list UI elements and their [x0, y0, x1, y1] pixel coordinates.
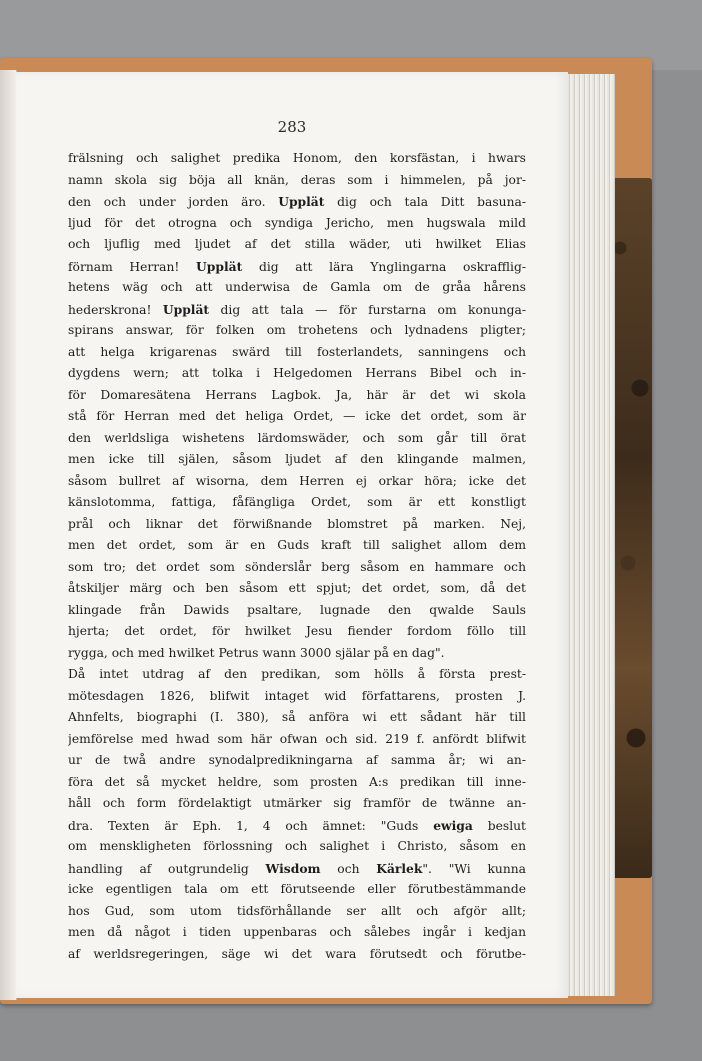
line-segment: men icke till själen, såsom ljudet af den klingande malmen,: [68, 452, 526, 466]
line-segment: håll och form fördelaktigt utmärker sig framför de twänne an-: [68, 796, 526, 810]
line-segment: Ahnfelts, biographi (I. 380), så anföra wi ett sådant här till: [68, 710, 526, 724]
line-segment: känslotomma, fattiga, fåfängliga Ordet, som är ett konstligt: [68, 495, 526, 509]
page-stack-edge: [566, 74, 615, 996]
emphasis-text: Upplät: [196, 258, 243, 274]
emphasis-text: ewiga: [433, 817, 473, 833]
line-segment: dygdens wern; att tolka i Helgedomen Herrans Bibel och in-: [68, 366, 526, 380]
page-number: 283: [277, 118, 307, 136]
line-segment: ". "Wi kunna: [422, 861, 526, 876]
text-line: [68, 385, 526, 407]
line-segment: hederskrona!: [68, 302, 163, 317]
text-line: [68, 836, 526, 858]
text-line: [68, 428, 526, 450]
text-line: [68, 191, 526, 213]
emphasis-text: Upplät: [278, 194, 325, 209]
text-line: [68, 578, 526, 600]
line-segment: den och under jorden äro.: [68, 195, 279, 209]
text-line: [68, 535, 526, 557]
text-line: [68, 944, 526, 966]
text-line: [68, 729, 526, 751]
text-line: [68, 363, 526, 385]
marbled-cover-edge: [612, 178, 652, 878]
line-segment: såsom bullret af wisorna, dem Herren ej orkar höra; icke det: [68, 473, 526, 488]
text-line: [68, 901, 526, 923]
line-segment: jemförelse med hwad som här ofwan och sid. 219 f. anfördt blifwit: [68, 731, 526, 746]
text-line: [68, 277, 526, 299]
text-line: [68, 815, 526, 837]
line-segment: handling af outgrundelig: [68, 861, 266, 876]
text-line: [68, 170, 526, 192]
line-segment: om menskligheten förlossning och salighet i Christo, såsom en: [68, 839, 526, 853]
text-line: [68, 234, 526, 256]
text-line: [68, 858, 526, 880]
book-page: [16, 72, 568, 998]
line-segment: men det ordet, som är en Guds kraft till salighet allom dem: [68, 538, 526, 552]
text-line: [68, 922, 526, 944]
line-segment: att helga krigarenas swärd till fosterlandets, sanningens och: [68, 344, 526, 359]
line-segment: klingade från Dawids psaltare, lugnade den qwalde Sauls: [68, 602, 526, 617]
line-segment: spirans answar, för folken om trohetens och lydnadens pligter;: [68, 323, 526, 337]
text-line: [68, 148, 526, 170]
text-line: [68, 213, 526, 235]
text-line: [68, 879, 526, 901]
text-line: [68, 492, 526, 514]
line-segment: den werldsliga wishetens lärdomswäder, och som går till örat: [68, 430, 526, 445]
text-line: [68, 643, 526, 665]
line-segment: icke egentligen tala om ett förutseende eller förutbestämmande: [68, 882, 526, 896]
line-segment: beslut: [472, 818, 526, 833]
line-segment: hos Gud, som utom tidsförhållande ser allt och afgör allt;: [68, 903, 526, 918]
text-line: [68, 299, 526, 321]
line-segment: och: [320, 861, 377, 876]
text-line: [68, 471, 526, 493]
line-segment: mötesdagen 1826, blifwit intaget wid författarens, prosten J.: [68, 688, 526, 703]
line-segment: för Domaresätena Herrans Lagbok. Ja, här är det wi skola: [68, 387, 526, 402]
text-line: [68, 772, 526, 794]
line-segment: dig och tala Ditt basuna-: [324, 195, 526, 209]
text-line: [68, 707, 526, 729]
line-segment: stå för Herran med det heliga Ordet, — icke det ordet, som är: [68, 409, 526, 423]
line-segment: som tro; det ordet som sönderslår berg såsom en hammare och: [68, 559, 526, 574]
line-segment: hetens wäg och att underwisa de Gamla om de gråa hårens: [68, 280, 526, 294]
text-line: [68, 664, 526, 686]
line-segment: förnam Herran!: [68, 259, 197, 274]
line-segment: föra det så mycket heldre, som prosten A:s predikan till inne-: [68, 774, 526, 789]
text-line: [68, 686, 526, 708]
text-line: [68, 342, 526, 364]
line-segment: dig att tala — för furstarna om konunga-: [209, 302, 526, 317]
line-segment: Då intet utdrag af den predikan, som hölls å första prest-: [68, 667, 526, 681]
text-line: [68, 320, 526, 342]
line-segment: prål och liknar det förwißnande blomstret på marken. Nej,: [68, 516, 526, 531]
emphasis-text: Upplät: [162, 301, 210, 317]
page-text: [68, 148, 526, 965]
text-line: [68, 557, 526, 579]
line-segment: namn skola sig böja all knän, deras som i himmelen, på jor-: [68, 172, 526, 187]
emphasis-text: Kärlek: [376, 860, 423, 876]
line-segment: af werldsregeringen, säge wi det wara förutsedt och förutbe-: [68, 946, 526, 961]
line-segment: ur de twå andre synodalpredikningarna af samma år; wi an-: [68, 753, 526, 767]
line-segment: hjerta; det ordet, för hwilket Jesu fiender fordom föllo till: [68, 624, 526, 638]
line-segment: dig att lära Ynglingarna oskrafflig-: [242, 259, 526, 274]
emphasis-text: Wisdom: [265, 860, 321, 876]
line-segment: rygga, och med hwilket Petrus wann 3000 själar på en dag".: [68, 645, 445, 660]
text-line: [68, 621, 526, 643]
line-segment: dra. Texten är Eph. 1, 4 och ämnet: "Guds: [68, 818, 434, 833]
line-segment: men då något i tiden uppenbaras och sålebes ingår i kedjan: [68, 925, 526, 939]
text-line: [68, 750, 526, 772]
text-line: [68, 406, 526, 428]
text-line: [68, 600, 526, 622]
line-segment: ljud för det otrogna och syndiga Jericho, men hugswala mild: [68, 215, 526, 230]
line-segment: åtskiljer märg och ben såsom ett spjut; det ordet, som, då det: [68, 581, 526, 595]
text-line: [68, 793, 526, 815]
text-line: [68, 449, 526, 471]
line-segment: och ljuflig med ljudet af det stilla wäder, uti hwilket Elias: [68, 237, 526, 251]
line-segment: frälsning och salighet predika Honom, den korsfästan, i hwars: [68, 151, 526, 165]
text-line: [68, 256, 526, 278]
text-line: [68, 514, 526, 536]
facing-page-edge: [0, 70, 17, 1000]
